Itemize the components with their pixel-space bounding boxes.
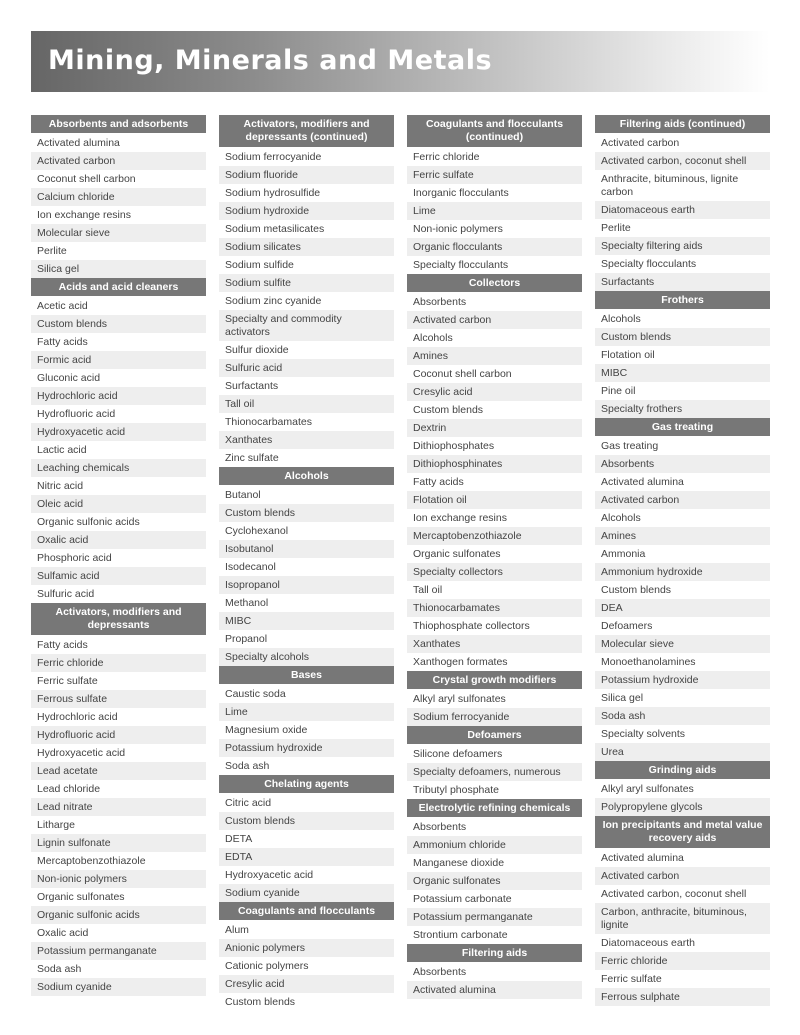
list-item: Silica gel [601,691,644,704]
list-item: Ferric sulfate [407,166,582,184]
section-header: Collectors [407,274,582,293]
list-item: Flotation oil [601,348,655,361]
column-4 [595,115,770,1006]
list-item: Mercaptobenzothiazole [407,527,582,545]
list-item: Alum [225,923,249,936]
column-2 [219,115,394,1011]
list-item: Soda ash [37,962,82,975]
list-item: Lignin sulfonate [31,834,206,852]
list-item: Formic acid [31,351,206,369]
list-item: Perlite [37,244,67,257]
list-item: Hydroxyacetic acid [31,423,206,441]
list-item: Nitric acid [37,479,84,492]
list-item: Oxalic acid [31,531,206,549]
list-item: Pine oil [601,384,636,397]
list-item: Xanthogen formates [413,655,508,668]
list-item: Hydrofluoric acid [31,726,206,744]
list-item: Activated alumina [601,475,684,488]
list-item: Absorbents [413,820,467,833]
list-item: Activated carbon [31,152,206,170]
section-header: Filtering aids [407,944,582,963]
list-item: Alkyl aryl sulfonates [413,692,506,705]
list-item: Silica gel [31,260,206,278]
list-item: Ferric sulfate [37,674,98,687]
list-item: Non-ionic polymers [31,870,206,888]
list-item: Specialty flocculants [601,257,697,270]
list-item: Cationic polymers [225,959,309,972]
list-item: Custom blends [219,812,394,830]
column-1 [31,115,206,996]
list-item: Oleic acid [31,495,206,513]
list-item: Xanthates [219,431,394,449]
list-item: Activated carbon, coconut shell [595,152,770,170]
list-item: Ammonia [601,547,646,560]
title-banner [31,31,770,92]
list-item: Mercaptobenzothiazole [37,854,146,867]
section-header: Chelating agents [219,775,394,794]
list-item: Custom blends [219,504,394,522]
list-item: Sulfuric acid [37,587,95,600]
list-item: Dithiophosphinates [407,455,582,473]
list-item: Ammonium chloride [407,836,582,854]
list-item: Coconut shell carbon [37,172,136,185]
list-item: Alcohols [601,511,641,524]
list-item: Hydrochloric acid [37,710,118,723]
list-item: Sulfamic acid [31,567,206,585]
list-item: Litharge [37,818,75,831]
list-item: Sulfur dioxide [225,343,289,356]
list-item: Gas treating [601,439,659,452]
list-item: Ammonium hydroxide [595,563,770,581]
list-item: Custom blends [31,315,206,333]
list-item: Polypropylene glycols [595,798,770,816]
list-item: Potassium hydroxide [219,739,394,757]
list-item: Citric acid [225,796,272,809]
list-item: Monoethanolamines [601,655,696,668]
list-item: Zinc sulfate [225,451,279,464]
list-item: Ion exchange resins [37,208,131,221]
list-item: Sodium ferrocyanide [225,150,322,163]
section-header: Frothers [595,291,770,310]
list-item: Fatty acids [37,638,88,651]
list-item: Cyclohexanol [225,524,289,537]
list-item: Specialty frothers [595,400,770,418]
list-item: Caustic soda [225,687,286,700]
list-item: Propanol [225,632,268,645]
list-item: Lead acetate [31,762,206,780]
list-item: Tall oil [219,395,394,413]
list-item: Diatomaceous earth [595,201,770,219]
section-header: Alcohols [219,467,394,486]
page-title: Mining, Minerals and Metals [48,45,493,76]
list-item: Perlite [601,221,631,234]
list-item: Fatty acids [413,475,464,488]
list-item: Hydrofluoric acid [37,407,116,420]
list-item: Soda ash [225,759,270,772]
list-item: Ferrous sulfate [31,690,206,708]
list-item: Phosphoric acid [37,551,112,564]
list-item: Activated alumina [601,851,684,864]
list-item: Specialty alcohols [219,648,394,666]
list-item: Calcium chloride [31,188,206,206]
list-item: Ferric chloride [595,952,770,970]
list-item: Potassium hydroxide [595,671,770,689]
section-header: Filtering aids (continued) [595,115,770,134]
list-item: Organic sulfonic acids [37,515,140,528]
list-item: Molecular sieve [595,635,770,653]
list-item: Specialty flocculants [413,258,509,271]
list-item: Tall oil [413,583,443,596]
list-item: Amines [595,527,770,545]
list-item: Organic sulfonates [407,872,582,890]
list-item: Isopropanol [219,576,394,594]
list-item: Manganese dioxide [413,856,505,869]
list-item: Sodium hydroxide [219,202,394,220]
list-item: EDTA [219,848,394,866]
list-item: Hydrochloric acid [31,387,206,405]
list-item: Hydroxyacetic acid [225,868,314,881]
list-item: Soda ash [595,707,770,725]
list-item: Sodium sulfite [219,274,394,292]
list-item: Custom blends [413,403,484,416]
list-item: Specialty defoamers, numerous [407,763,582,781]
list-item: Oxalic acid [37,926,89,939]
list-item: Diatomaceous earth [601,936,695,949]
list-item: Strontium carbonate [413,928,508,941]
list-item: Lead chloride [37,782,101,795]
list-item: Lime [219,703,394,721]
list-item: Alcohols [413,331,453,344]
list-item: Methanol [225,596,269,609]
list-item: MIBC [219,612,394,630]
section-header: Grinding aids [595,761,770,780]
list-item: Absorbents [595,455,770,473]
list-item: Activated carbon [407,311,582,329]
list-item: Organic sulfonates [413,547,501,560]
section-header: Activators, modifiers and depressants (continued) [219,115,394,148]
section-header: Bases [219,666,394,685]
list-item: Amines [407,347,582,365]
section-header: Crystal growth modifiers [407,671,582,690]
list-item: Lactic acid [37,443,87,456]
list-item: Sulfuric acid [219,359,394,377]
list-item: Activated alumina [37,136,120,149]
list-item: Activated carbon [601,136,680,149]
list-item: Acetic acid [37,299,88,312]
list-item: Isodecanol [225,560,276,573]
list-item: Cresylic acid [407,383,582,401]
list-item: Ion exchange resins [413,511,507,524]
list-item: Sodium metasilicates [225,222,325,235]
list-item: Sodium fluoride [219,166,394,184]
section-header: Defoamers [407,726,582,745]
list-item: Activated carbon [595,867,770,885]
list-item: Alkyl aryl sulfonates [601,782,694,795]
section-header: Gas treating [595,418,770,437]
list-item: Sodium sulfide [225,258,294,271]
list-item: Cresylic acid [219,975,394,993]
list-item: Absorbents [413,965,467,978]
column-3 [407,115,582,999]
list-item: Organic sulfonic acids [31,906,206,924]
list-item: Specialty collectors [407,563,582,581]
list-item: Urea [595,743,770,761]
list-item: Magnesium oxide [225,723,308,736]
list-item: Inorganic flocculants [413,186,509,199]
list-item: Specialty solvents [601,727,686,740]
section-header: Ion precipitants and metal value recovery aids [595,816,770,849]
list-item: Specialty filtering aids [595,237,770,255]
list-item: Surfactants [225,379,279,392]
list-item: Activated carbon [595,491,770,509]
list-item: Sodium ferrocyanide [407,708,582,726]
list-item: Alcohols [601,312,641,325]
list-item: Organic sulfonates [37,890,125,903]
list-item: Flotation oil [407,491,582,509]
list-item: Sodium silicates [219,238,394,256]
list-item: Thionocarbamates [225,415,312,428]
list-item: Anionic polymers [219,939,394,957]
list-item: Coconut shell carbon [413,367,512,380]
list-item: Defoamers [601,619,653,632]
list-item: Carbon, anthracite, bituminous, lignite [595,903,770,934]
list-item: Molecular sieve [31,224,206,242]
list-item: Custom blends [601,583,672,596]
list-item: Activated alumina [407,981,582,999]
list-item: Xanthates [407,635,582,653]
list-item: Ferric chloride [413,150,480,163]
list-item: Fatty acids [37,335,88,348]
list-item: Leaching chemicals [31,459,206,477]
list-item: Custom blends [225,995,296,1008]
section-header: Absorbents and adsorbents [31,115,206,134]
list-item: MIBC [595,364,770,382]
section-header: Electrolytic refining chemicals [407,799,582,818]
list-item: Dithiophosphates [413,439,495,452]
list-item: Ferric sulfate [601,972,662,985]
list-item: Ferric chloride [31,654,206,672]
list-item: Non-ionic polymers [413,222,503,235]
list-item: Sodium cyanide [219,884,394,902]
section-header: Activators, modifiers and depressants [31,603,206,636]
list-item: Potassium permanganate [407,908,582,926]
list-item: Thiophosphate collectors [413,619,530,632]
list-item: Sodium hydrosulfide [225,186,321,199]
list-item: Potassium permanganate [31,942,206,960]
list-item: Organic flocculants [407,238,582,256]
list-item: Custom blends [595,328,770,346]
list-item: Anthracite, bituminous, lignite carbon [601,172,739,198]
list-item: Specialty and commodity activators [219,310,394,341]
list-item: Activated carbon, coconut shell [601,887,747,900]
list-item: DEA [595,599,770,617]
list-item: Ferrous sulphate [595,988,770,1006]
list-item: Sodium cyanide [31,978,206,996]
list-item: Silicone defoamers [413,747,503,760]
section-header: Coagulants and flocculants [219,902,394,921]
list-item: Dextrin [407,419,582,437]
list-item: Gluconic acid [37,371,101,384]
list-item: Thionocarbamates [407,599,582,617]
section-header: Acids and acid cleaners [31,278,206,297]
list-item: Lead nitrate [31,798,206,816]
section-header: Coagulants and flocculants (continued) [407,115,582,148]
list-item: DETA [225,832,253,845]
list-item: Butanol [225,488,261,501]
list-item: Absorbents [413,295,467,308]
list-item: Lime [407,202,582,220]
list-item: Tributyl phosphate [413,783,499,796]
list-item: Isobutanol [219,540,394,558]
list-item: Hydroxyacetic acid [37,746,126,759]
list-item: Sodium zinc cyanide [225,294,322,307]
list-item: Surfactants [595,273,770,291]
list-item: Potassium carbonate [413,892,512,905]
